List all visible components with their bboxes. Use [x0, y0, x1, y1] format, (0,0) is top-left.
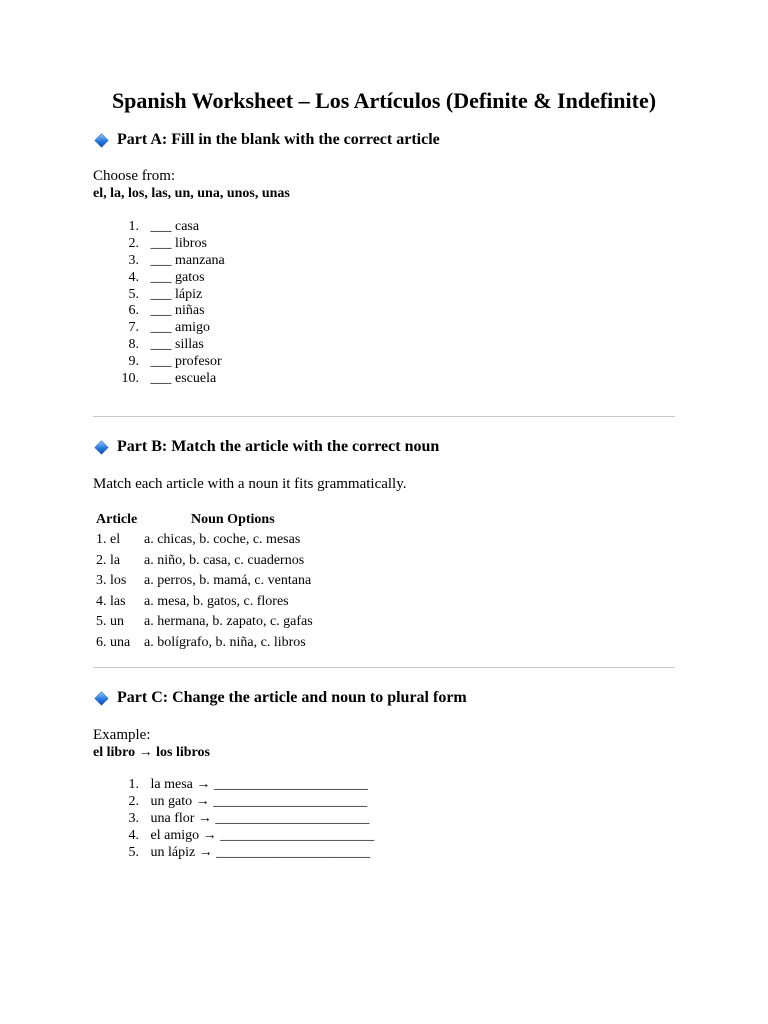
- list-item-text: un lápiz → ______________________: [150, 844, 371, 860]
- list-item-text: ___ profesor: [150, 354, 222, 370]
- list-item-text: ___ escuela: [150, 371, 217, 387]
- noun-options-cell: a. perros, b. mamá, c. ventana: [144, 573, 312, 589]
- list-item: [93, 253, 225, 270]
- list-item-text: un gato → ______________________: [150, 793, 368, 809]
- list-item: [93, 236, 225, 253]
- list-item-text: ___ sillas: [150, 337, 204, 353]
- noun-options-cell: a. mesa, b. gatos, c. flores: [144, 593, 289, 609]
- part-c-heading-text: Part C: Change the article and noun to plural form: [117, 689, 467, 706]
- list-item: [93, 371, 225, 388]
- list-number: 5.: [128, 286, 139, 302]
- list-number: 1.: [128, 219, 139, 234]
- list-number: 6.: [128, 303, 139, 319]
- blue-diamond-icon: [95, 134, 108, 147]
- part-a-heading: [95, 130, 440, 150]
- list-number: 10.: [121, 371, 139, 387]
- noun-options-cell: a. chicas, b. coche, c. mesas: [144, 532, 301, 548]
- list-item: [93, 811, 374, 828]
- part-b-heading-text: Part B: Match the article with the correct noun: [117, 438, 440, 455]
- list-number: 5.: [128, 844, 139, 860]
- list-item-text: una flor → ______________________: [150, 810, 370, 826]
- column-header-article: Article: [96, 512, 138, 527]
- article-cell: 4. las: [96, 593, 126, 609]
- section-divider: [93, 416, 675, 417]
- table-row: [93, 571, 316, 592]
- noun-options-cell: a. niño, b. casa, c. cuadernos: [144, 552, 305, 568]
- list-item-text: el amigo → ______________________: [150, 827, 375, 843]
- section-divider: [93, 667, 675, 668]
- list-item-text: ___ niñas: [150, 303, 205, 319]
- list-item: [93, 287, 225, 304]
- column-header-noun-options: Noun Options: [191, 512, 275, 527]
- list-item-text: ___ casa: [150, 219, 200, 234]
- list-number: 3.: [128, 252, 139, 268]
- table-row: [93, 633, 316, 654]
- list-item: [93, 845, 374, 862]
- list-item-text: ___ amigo: [150, 320, 210, 336]
- list-item: [93, 270, 225, 287]
- part-b-heading: [95, 437, 439, 457]
- blue-diamond-icon: [95, 692, 108, 705]
- noun-options-cell: a. hermana, b. zapato, c. gafas: [144, 614, 313, 630]
- blue-diamond-icon: [95, 441, 108, 454]
- table-row: [93, 592, 316, 613]
- list-item: [93, 777, 374, 794]
- list-item-text: la mesa → ______________________: [150, 777, 368, 792]
- table-row: [93, 551, 316, 572]
- list-item-text: ___ gatos: [150, 269, 205, 285]
- part-c-example: el libro → los libros: [93, 745, 210, 760]
- article-cell: 2. la: [96, 552, 121, 568]
- part-b-instruction: Match each article with a noun it fits grammatically.: [93, 476, 407, 492]
- list-item: [93, 828, 374, 845]
- list-number: 1.: [128, 777, 139, 792]
- list-item-text: ___ manzana: [150, 252, 225, 268]
- article-cell: 5. un: [96, 614, 124, 630]
- list-item: [93, 320, 225, 337]
- list-item: [93, 337, 225, 354]
- list-number: 8.: [128, 337, 139, 353]
- list-number: 7.: [128, 320, 139, 336]
- list-number: 4.: [128, 269, 139, 285]
- list-number: 3.: [128, 810, 139, 826]
- part-a-choose-label: Choose from:: [93, 168, 176, 184]
- part-a-heading-text: Part A: Fill in the blank with the correct article: [117, 131, 440, 148]
- table-row: [93, 530, 316, 551]
- page-title: Spanish Worksheet – Los Artículos (Definite & Indefinite): [111, 88, 657, 113]
- list-number: 4.: [128, 827, 139, 843]
- list-item: [93, 354, 225, 371]
- part-a-list: [93, 219, 225, 388]
- match-table: [93, 510, 316, 653]
- list-number: 9.: [128, 354, 139, 370]
- list-item-text: ___ lápiz: [150, 286, 203, 302]
- part-a-choices: el, la, los, las, un, una, unos, unas: [93, 186, 290, 201]
- list-item: [93, 303, 225, 320]
- list-item-text: ___ libros: [150, 235, 207, 251]
- noun-options-cell: a. bolígrafo, b. niña, c. libros: [144, 634, 306, 650]
- list-number: 2.: [128, 793, 139, 809]
- part-c-list: [93, 777, 374, 861]
- list-number: 2.: [128, 235, 139, 251]
- part-c-example-label: Example:: [93, 727, 151, 743]
- list-item: [93, 219, 225, 236]
- list-item: [93, 794, 374, 811]
- table-header-row: [93, 510, 316, 530]
- part-c-heading: [95, 688, 467, 708]
- article-cell: 6. una: [96, 634, 131, 650]
- table-row: [93, 612, 316, 633]
- article-cell: 3. los: [96, 573, 127, 589]
- article-cell: 1. el: [96, 532, 121, 548]
